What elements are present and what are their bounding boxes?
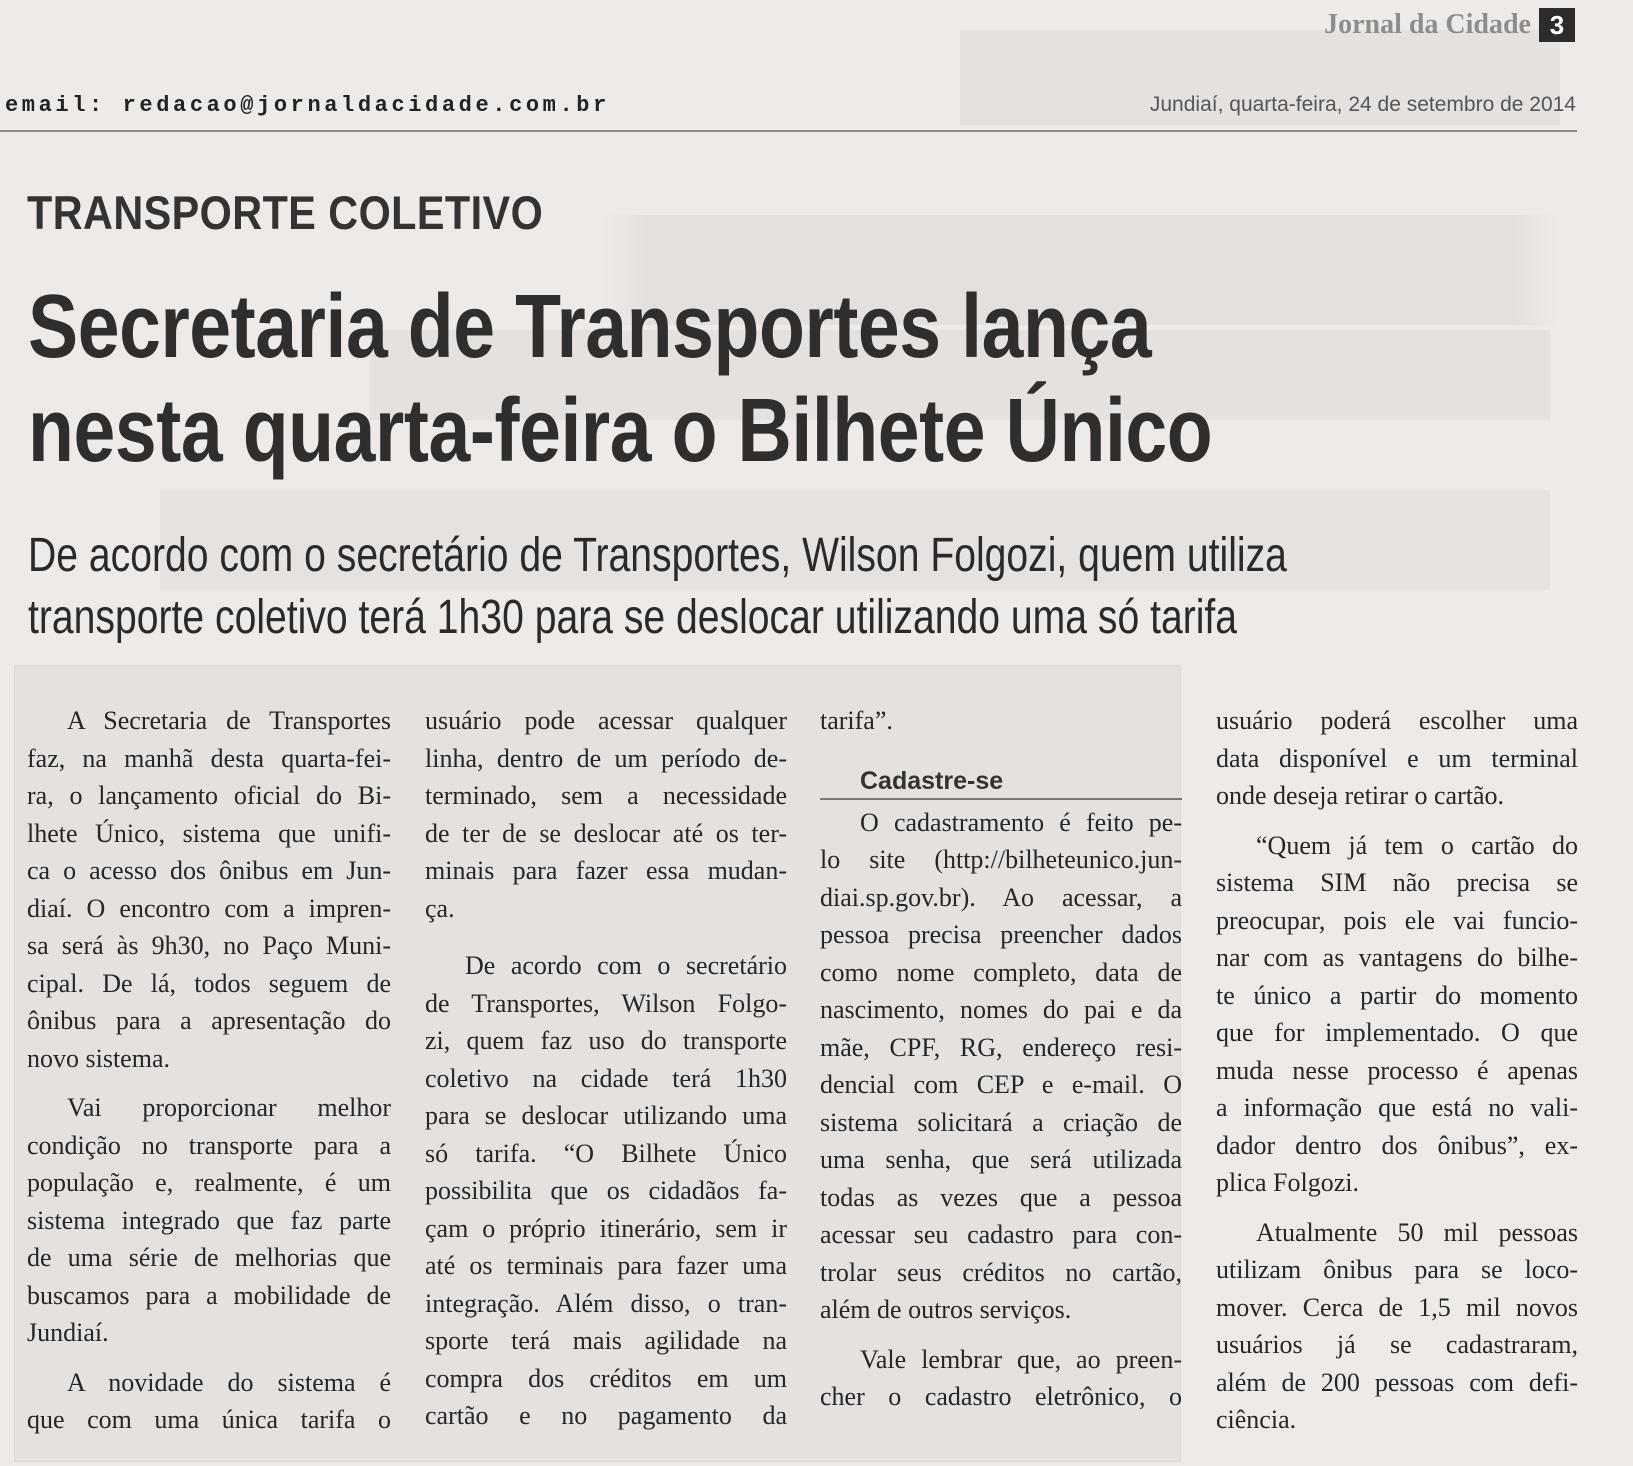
text-line: para se deslocar utilizando uma xyxy=(425,1101,787,1130)
text-line: sporte terá mais agilidade na xyxy=(425,1326,787,1355)
text-line: de ter de se deslocar até os ter- xyxy=(425,818,787,848)
text-line: dencial com CEP e e-mail. O xyxy=(820,1070,1182,1099)
text-line: uma senha, que será utilizada xyxy=(820,1145,1182,1174)
text-line: de uma série de melhorias que xyxy=(27,1243,391,1272)
text-line: A novidade do sistema é xyxy=(67,1367,391,1397)
text-line: ciência. xyxy=(1216,1405,1297,1434)
text-line: onde deseja retirar o cartão. xyxy=(1216,781,1505,810)
article-column-1 xyxy=(27,702,391,1439)
text-line: população e, realmente, é um xyxy=(27,1168,391,1197)
text-line: novo sistema. xyxy=(27,1043,170,1073)
text-line: como nome completo, data de xyxy=(820,957,1182,987)
text-line: até os terminais para fazer uma xyxy=(425,1251,787,1280)
text-line: usuário pode acessar qualquer xyxy=(425,706,787,735)
text-line: Vale lembrar que, ao preen- xyxy=(860,1344,1182,1374)
text-line: dador dentro dos ônibus”, ex- xyxy=(1216,1130,1578,1160)
paragraph xyxy=(1216,827,1578,1202)
text-line: todas as vezes que a pessoa xyxy=(820,1182,1182,1212)
subhead: Cadastre-se xyxy=(860,766,1004,795)
text-line: sistema SIM não precisa se xyxy=(1216,868,1578,897)
text-line: de Transportes, Wilson Folgo- xyxy=(425,988,787,1018)
text-line: nar com as vantagens do bilhe- xyxy=(1216,943,1578,972)
text-line: Jundiaí. xyxy=(27,1318,109,1347)
text-line: O cadastramento é feito pe- xyxy=(860,807,1182,837)
text-line: plica Folgozi. xyxy=(1216,1168,1359,1197)
paragraph xyxy=(820,1341,1182,1416)
paragraph xyxy=(425,947,787,1435)
text-line: De acordo com o secretário xyxy=(465,951,787,980)
text-line: buscamos para a mobilidade de xyxy=(27,1280,391,1310)
text-line: além de 200 pessoas com defi- xyxy=(1216,1367,1578,1397)
header-rule xyxy=(0,130,1577,132)
headline-line: Secretaria de Transportes lança xyxy=(28,277,1152,377)
text-line: linha, dentro de um período de- xyxy=(425,743,787,773)
section-kicker: TRANSPORTE COLETIVO xyxy=(27,186,544,239)
text-line: integração. Além disso, o tran- xyxy=(425,1288,787,1318)
text-line: possibilita que os cidadãos fa- xyxy=(425,1176,787,1205)
text-line: te único a partir do momento xyxy=(1216,980,1578,1010)
text-line: coletivo na cidade terá 1h30 xyxy=(425,1063,787,1093)
article-column-3 xyxy=(820,702,1182,1416)
text-line: ra, o lançamento oficial do Bi- xyxy=(27,781,391,810)
text-line: mãe, CPF, RG, endereço resi- xyxy=(820,1032,1182,1062)
text-line: ca o acesso dos ônibus em Jun- xyxy=(27,856,391,885)
text-line: tarifa”. xyxy=(820,706,893,735)
text-line: Atualmente 50 mil pessoas xyxy=(1256,1217,1578,1247)
paragraph xyxy=(27,702,391,1077)
text-line: utilizam ônibus para se loco- xyxy=(1216,1255,1578,1284)
text-line: ônibus para a apresentação do xyxy=(27,1006,391,1035)
text-line: pessoa precisa preencher dados xyxy=(820,920,1182,949)
dateline: Jundiaí, quarta-feira, 24 de setembro de 2014 xyxy=(1149,93,1576,116)
text-line: compra dos créditos em um xyxy=(425,1363,787,1393)
text-line: ça. xyxy=(425,893,455,923)
text-line: data disponível e um terminal xyxy=(1216,743,1578,773)
text-line: a informação que está no vali- xyxy=(1216,1093,1578,1122)
text-line: sistema integrado que faz parte xyxy=(27,1205,391,1235)
paragraph xyxy=(820,804,1182,1329)
text-line: cher o cadastro eletrônico, o xyxy=(820,1382,1182,1411)
text-line: acessar seu cadastro para con- xyxy=(820,1220,1182,1249)
subheadline-deck xyxy=(28,525,1495,649)
paragraph xyxy=(1216,1214,1578,1439)
text-line: lhete Único, sistema que unifi- xyxy=(27,818,391,848)
newspaper-name: Jornal da Cidade xyxy=(1324,9,1531,40)
text-line: zi, quem faz uso do transporte xyxy=(425,1026,787,1055)
text-line: cipal. De lá, todos seguem de xyxy=(27,968,391,998)
text-line: Vai proporcionar melhor xyxy=(67,1093,391,1122)
text-line: A Secretaria de Transportes xyxy=(67,706,391,735)
deck-line: De acordo com o secretário de Transportes, Wilson Folgozi, quem utiliza xyxy=(28,529,1287,582)
text-line: nascimento, nomes do pai e da xyxy=(820,995,1182,1024)
paragraph xyxy=(27,1364,391,1439)
text-line: terminado, sem a necessidade xyxy=(425,781,787,810)
paragraph xyxy=(1216,702,1578,815)
text-line: diai.sp.gov.br). Ao acessar, a xyxy=(820,882,1182,912)
subhead-rule xyxy=(820,766,1182,800)
text-line: diaí. O encontro com a impren- xyxy=(27,893,391,923)
text-line: minais para fazer essa mudan- xyxy=(425,856,787,885)
text-line: muda nesse processo é apenas xyxy=(1216,1055,1578,1085)
text-line: usuário poderá escolher uma xyxy=(1216,706,1578,735)
text-line: condição no transporte para a xyxy=(27,1130,391,1160)
text-line: sa será às 9h30, no Paço Muni- xyxy=(27,931,391,960)
text-line: “Quem já tem o cartão do xyxy=(1256,830,1578,860)
paragraph xyxy=(820,702,1182,740)
text-line: çam o próprio itinerário, sem ir xyxy=(425,1213,787,1243)
text-line: preocupar, pois ele vai funcio- xyxy=(1216,905,1578,935)
text-line: usuários já se cadastraram, xyxy=(1216,1330,1578,1359)
deck-line: transporte coletivo terá 1h30 para se deslocar utilizando uma só tarifa xyxy=(28,591,1238,644)
article-column-2 xyxy=(425,702,787,1435)
text-line: sistema solicitará a criação de xyxy=(820,1107,1182,1137)
text-line: cartão e no pagamento da xyxy=(425,1401,787,1430)
text-line: além de outros serviços. xyxy=(820,1295,1072,1324)
text-line: lo site (http://bilheteunico.jun- xyxy=(820,845,1182,874)
text-line: que com uma única tarifa o xyxy=(27,1405,391,1434)
text-line: trolar seus créditos no cartão, xyxy=(820,1257,1182,1287)
text-line: só tarifa. “O Bilhete Único xyxy=(425,1138,787,1168)
text-line: mover. Cerca de 1,5 mil novos xyxy=(1216,1292,1578,1322)
text-line: que for implementado. O que xyxy=(1216,1018,1578,1047)
headline-line: nesta quarta-feira o Bilhete Único xyxy=(28,381,1213,481)
paragraph xyxy=(27,1089,391,1352)
headline xyxy=(28,275,1531,483)
text-line: faz, na manhã desta quarta-fei- xyxy=(27,743,391,773)
paragraph xyxy=(425,702,787,927)
contact-email: email: redacao@jornaldacidade.com.br xyxy=(5,93,610,118)
article-column-4 xyxy=(1216,702,1578,1439)
page-number: 3 xyxy=(1539,8,1575,42)
masthead-brand xyxy=(1324,8,1575,42)
